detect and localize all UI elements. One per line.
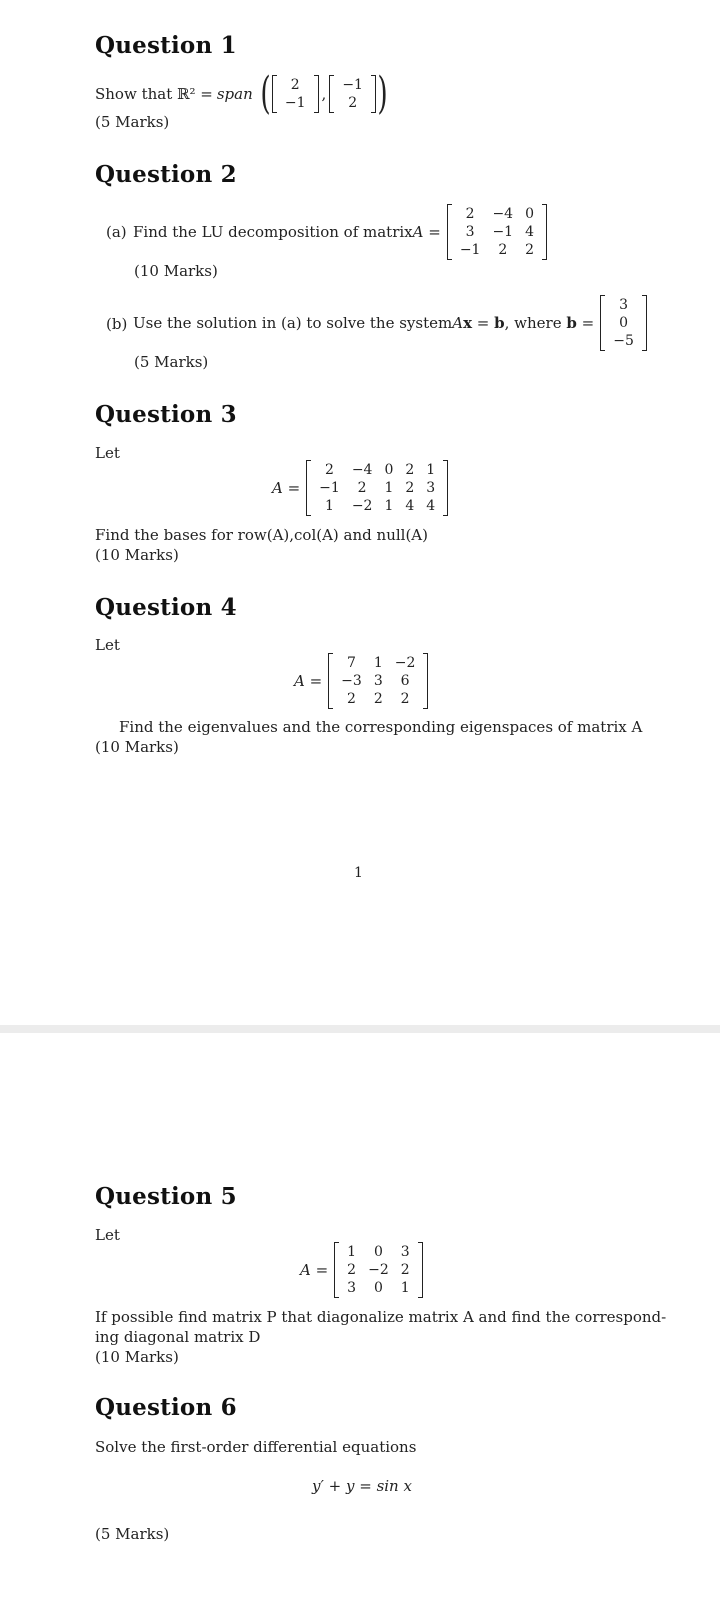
matrix-entry: 1	[400, 1280, 410, 1296]
vector-2	[329, 75, 376, 113]
matrix-entry: 3	[426, 480, 436, 496]
question-2a-label: (a)	[106, 223, 127, 241]
matrix-entry: −1	[492, 224, 514, 240]
question-1-statement	[95, 68, 389, 119]
question-4-text: Find the eigenvalues and the corresponding eigenspaces of matrix A	[119, 718, 643, 736]
system-x: x	[463, 314, 473, 332]
question-3-let: Let	[95, 444, 120, 462]
question-6-marks: (5 Marks)	[95, 1525, 170, 1543]
question-2b-text: Use the solution in (a) to solve the system	[133, 314, 453, 332]
matrix-entry: 2	[347, 1262, 357, 1278]
matrix-entry: 2	[357, 480, 367, 496]
question-5-marks: (10 Marks)	[95, 1348, 179, 1366]
question-6-text: Solve the first-order differential equations	[95, 1438, 417, 1456]
matrix-entry: −4	[351, 462, 373, 478]
question-2a-text: Find the LU decomposition of matrix	[133, 223, 413, 241]
vector-b-name: b	[566, 314, 577, 332]
matrix-entry: 3	[400, 1244, 410, 1260]
matrix-entry: 4	[525, 224, 535, 240]
matrix-entry: 2	[373, 691, 383, 707]
vector-b-eq: =	[576, 314, 595, 332]
vector-b-entry: −5	[613, 333, 634, 349]
matrix-entry: 3	[373, 673, 383, 689]
page-2	[0, 1033, 720, 1600]
matrix-entry: 0	[373, 1244, 383, 1260]
question-2b-statement	[133, 293, 647, 353]
question-4-heading: Question 4	[95, 594, 237, 621]
matrix-entry: 2	[525, 242, 535, 258]
question-2b-label: (b)	[106, 315, 128, 333]
span-word: span	[216, 85, 253, 103]
vector-1-entry: 2	[290, 77, 300, 93]
vector-1	[272, 75, 319, 113]
matrix-entry: 2	[405, 462, 415, 478]
matrix-name: A =	[412, 223, 441, 241]
question-4-matrix-line	[294, 651, 428, 711]
question-5-heading: Question 5	[95, 1183, 237, 1210]
question-5-let: Let	[95, 1226, 120, 1244]
matrix-entry: −1	[319, 480, 340, 496]
question-3-matrix-line	[272, 458, 448, 518]
matrix-entry: 1	[373, 655, 383, 671]
question-2b-marks: (5 Marks)	[134, 353, 209, 371]
matrix-entry: 3	[465, 224, 475, 240]
matrix-5	[334, 1242, 422, 1298]
matrix-entry: 0	[384, 462, 394, 478]
matrix-entry: 7	[347, 655, 356, 671]
matrix-entry: 2	[347, 691, 356, 707]
left-paren: (	[260, 68, 271, 119]
vector-b	[600, 295, 647, 351]
question-4-let: Let	[95, 636, 120, 654]
system-A: A	[452, 314, 464, 332]
matrix-entry: 4	[426, 498, 436, 514]
question-2b-where: , where	[504, 314, 567, 332]
matrix-entry: −2	[368, 1262, 389, 1278]
question-1-text: Show that ℝ² =	[95, 85, 213, 103]
matrix-entry: 2	[400, 1262, 410, 1278]
question-2-heading: Question 2	[95, 161, 237, 188]
question-3-text: Find the bases for row(A),col(A) and null(A)	[95, 526, 428, 544]
matrix-entry: −3	[341, 673, 362, 689]
matrix-entry: 2	[400, 691, 410, 707]
matrix-entry: 2	[405, 480, 415, 496]
question-1-marks: (5 Marks)	[95, 113, 170, 131]
matrix-entry: 1	[426, 462, 436, 478]
matrix-name: A =	[300, 1261, 329, 1279]
vector-b-entry: 3	[619, 297, 628, 313]
question-6-equation: y′ + y = sin x	[312, 1477, 412, 1495]
matrix-2a	[447, 204, 547, 260]
vector-2-entry: −1	[342, 77, 363, 93]
vector-1-entry: −1	[284, 95, 306, 111]
matrix-entry: −2	[394, 655, 416, 671]
page-number: 1	[354, 865, 363, 881]
question-5-text-line-1: If possible find matrix P that diagonalize matrix A and find the correspond-	[95, 1308, 667, 1326]
question-5-text-line-2: ing diagonal matrix D	[95, 1328, 261, 1346]
matrix-name: A =	[272, 479, 301, 497]
matrix-entry: 2	[498, 242, 508, 258]
matrix-entry: 0	[373, 1280, 383, 1296]
page-separator	[0, 1025, 720, 1033]
vector-2-entry: 2	[348, 95, 358, 111]
matrix-name: A =	[294, 672, 323, 690]
matrix-entry: 1	[384, 480, 394, 496]
matrix-entry: 1	[325, 498, 334, 514]
matrix-entry: 1	[347, 1244, 357, 1260]
matrix-entry: −4	[492, 206, 514, 222]
matrix-entry: 0	[525, 206, 535, 222]
comma: ,	[321, 85, 327, 103]
question-2a-statement	[133, 202, 547, 262]
matrix-entry: −2	[351, 498, 373, 514]
matrix-entry: 2	[465, 206, 475, 222]
matrix-entry: 1	[384, 498, 394, 514]
matrix-3	[306, 460, 448, 516]
question-4-marks: (10 Marks)	[95, 738, 179, 756]
matrix-entry: −1	[459, 242, 481, 258]
vector-b-entry: 0	[619, 315, 628, 331]
matrix-entry: 2	[325, 462, 334, 478]
question-3-marks: (10 Marks)	[95, 546, 179, 564]
system-b: b	[494, 314, 505, 332]
question-1-heading: Question 1	[95, 32, 237, 59]
system-eq: =	[472, 314, 495, 332]
question-3-heading: Question 3	[95, 401, 237, 428]
matrix-4	[328, 653, 428, 709]
question-2a-marks: (10 Marks)	[134, 262, 218, 280]
question-5-matrix-line	[300, 1240, 423, 1300]
matrix-entry: 4	[405, 498, 415, 514]
matrix-entry: 3	[347, 1280, 357, 1296]
question-6-heading: Question 6	[95, 1394, 237, 1421]
matrix-entry: 6	[400, 673, 410, 689]
right-paren: )	[377, 68, 388, 119]
